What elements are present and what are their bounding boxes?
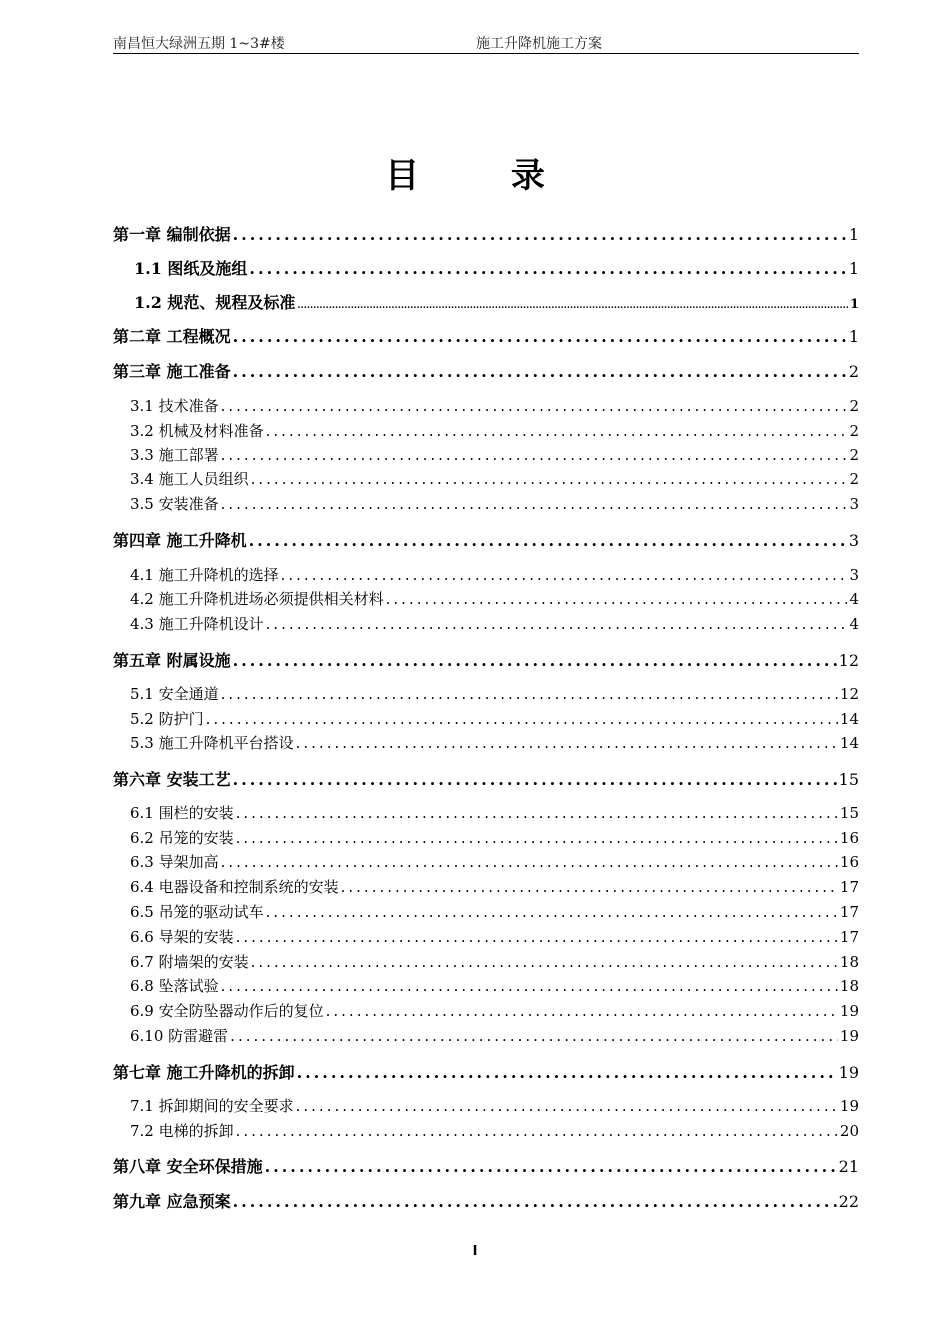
dot-leader [386,590,848,608]
toc-entry-subsection[interactable] [113,1120,859,1141]
toc-entry-chapter[interactable] [113,528,859,551]
toc-entry-section[interactable] [113,256,859,279]
toc-page-number: 15 [839,804,859,822]
toc-label: 第三章 施工准备 [113,362,231,381]
toc-entry-subsection[interactable] [113,1025,859,1046]
dot-leader [266,615,848,633]
toc-entry-subsection[interactable] [113,395,859,416]
toc-label: 3.2 机械及材料准备 [130,422,264,440]
toc-entry-subsection[interactable] [113,951,859,972]
dot-leader [281,566,848,584]
dot-leader [236,829,838,847]
dot-leader [265,1157,837,1176]
toc-label: 7.1 拆卸期间的安全要求 [130,1097,294,1115]
toc-entry-subsection[interactable] [113,827,859,848]
toc-entry-chapter[interactable] [113,648,859,671]
header-document-title: 施工升降机施工方案 [476,36,602,52]
toc-label: 6.3 导架加高 [130,853,219,871]
dot-leader [341,878,838,896]
toc-page-number: 20 [839,1122,859,1140]
page-footer-number: I [472,1244,478,1259]
toc-label: 第四章 施工升降机 [113,531,247,550]
dot-leader [221,685,838,703]
toc-entry-chapter[interactable] [113,222,859,245]
page-header [113,33,859,54]
toc-entry-subsection[interactable] [113,683,859,704]
toc-page-number: 1 [848,259,859,278]
toc-page-number: 19 [839,1097,859,1115]
toc-entry-subsection[interactable] [113,444,859,465]
toc-page-number: 21 [838,1157,859,1176]
dot-leader [236,1122,838,1140]
toc-label: 第八章 安全环保措施 [113,1157,263,1176]
dot-leader [221,397,848,415]
dot-leader [236,804,838,822]
dot-leader [251,953,838,971]
dot-leader [233,225,847,244]
toc-label: 第五章 附属设施 [113,651,231,670]
dot-leader [326,1002,838,1020]
dot-leader [266,903,838,921]
toc-page-number: 18 [839,977,859,995]
toc-label: 4.2 施工升降机进场必须提供相关材料 [130,590,384,608]
toc-entry-subsection[interactable] [113,564,859,585]
toc-label: 6.5 吊笼的驱动试车 [130,903,264,921]
toc-page-number: 12 [839,685,859,703]
toc-label: 1.1 图纸及施组 [134,259,248,278]
toc-page-number: 15 [838,770,859,789]
toc-label: 6.9 安全防坠器动作后的复位 [130,1002,324,1020]
toc-entry-subsection[interactable] [113,420,859,441]
toc-label: 6.10 防雷避雷 [130,1027,229,1045]
dot-leader [230,1027,838,1045]
header-project-name: 南昌恒大绿洲五期 1~3#楼 [113,36,285,52]
toc-label: 6.7 附墙架的安装 [130,953,249,971]
dot-leader [233,1192,837,1211]
dot-leader [206,710,838,728]
toc-page-number: 16 [839,853,859,871]
toc-label: 6.1 围栏的安装 [130,804,234,822]
toc-entry-subsection[interactable] [113,588,859,609]
toc-entry-subsection[interactable] [113,468,859,489]
toc-entry-subsection[interactable] [113,901,859,922]
toc-label: 第七章 施工升降机的拆卸 [113,1063,295,1082]
toc-entry-subsection[interactable] [113,493,859,514]
toc-entry-section[interactable] [113,290,859,313]
dot-leader [233,651,837,670]
toc-entry-subsection[interactable] [113,876,859,897]
toc-entry-subsection[interactable] [113,1000,859,1021]
dot-leader [233,362,847,381]
toc-entry-subsection[interactable] [113,613,859,634]
toc-entry-chapter[interactable] [113,359,859,382]
toc-entry-chapter[interactable] [113,767,859,790]
toc-page-number: 3 [848,531,859,550]
dot-leader [221,495,848,513]
toc-page-number: 2 [848,362,859,381]
dot-leader [221,853,838,871]
toc-label: 5.2 防护门 [130,710,204,728]
toc-entry-subsection[interactable] [113,732,859,753]
toc-title: 目 录 [385,156,585,196]
dot-leader [266,422,848,440]
toc-entry-chapter[interactable] [113,1060,859,1083]
toc-entry-subsection[interactable] [113,1095,859,1116]
toc-page-number: 14 [839,710,859,728]
toc-label: 3.3 施工部署 [130,446,219,464]
toc-entry-chapter[interactable] [113,324,859,347]
toc-label: 3.4 施工人员组织 [130,470,249,488]
toc-page-number: 4 [849,590,859,608]
toc-page-number: 2 [849,397,859,415]
toc-label: 5.1 安全通道 [130,685,219,703]
dot-leader [297,301,848,311]
toc-entry-subsection[interactable] [113,975,859,996]
toc-entry-subsection[interactable] [113,708,859,729]
dot-leader [249,259,846,278]
toc-page-number: 2 [849,422,859,440]
toc-label: 6.6 导架的安装 [130,928,234,946]
toc-label: 3.5 安装准备 [130,495,219,513]
toc-page-number: 1 [848,225,859,244]
toc-label: 3.1 技术准备 [130,397,219,415]
toc-label: 第一章 编制依据 [113,225,231,244]
toc-label: 5.3 施工升降机平台搭设 [130,734,294,752]
toc-entry-subsection[interactable] [113,802,859,823]
toc-label: 6.4 电器设备和控制系统的安装 [130,878,339,896]
toc-page-number: 2 [849,446,859,464]
toc-page-number: 19 [839,1002,859,1020]
toc-entry-subsection[interactable] [113,926,859,947]
toc-page-number: 3 [849,566,859,584]
toc-page-number: 19 [838,1063,859,1082]
toc-page-number: 17 [839,878,859,896]
dot-leader [251,470,848,488]
toc-page-number: 3 [849,495,859,513]
toc-label: 4.3 施工升降机设计 [130,615,264,633]
dot-leader [296,1097,838,1115]
dot-leader [297,1063,837,1082]
dot-leader [236,928,838,946]
dot-leader [296,734,838,752]
toc-page-number: 1 [849,297,859,312]
toc-page-number: 22 [838,1192,859,1211]
dot-leader [233,770,837,789]
toc-label: 6.8 坠落试验 [130,977,219,995]
toc-entry-chapter[interactable] [113,1154,859,1177]
toc-entry-subsection[interactable] [113,851,859,872]
toc-page-number: 16 [839,829,859,847]
dot-leader [221,977,838,995]
toc-page-number: 19 [839,1027,859,1045]
toc-page-number: 12 [838,651,859,670]
toc-label: 1.2 规范、规程及标准 [134,293,296,312]
toc-label: 4.1 施工升降机的选择 [130,566,279,584]
toc-label: 7.2 电梯的拆卸 [130,1122,234,1140]
dot-leader [249,531,847,550]
toc-label: 第二章 工程概况 [113,327,231,346]
toc-page-number: 17 [839,928,859,946]
toc-page-number: 17 [839,903,859,921]
dot-leader [221,446,848,464]
toc-label: 第六章 安装工艺 [113,770,231,789]
toc-page-number: 4 [849,615,859,633]
toc-page-number: 14 [839,734,859,752]
dot-leader [233,327,847,346]
toc-page-number: 1 [848,327,859,346]
toc-entry-chapter[interactable] [113,1189,859,1212]
toc-label: 第九章 应急预案 [113,1192,231,1211]
toc-page-number: 2 [849,470,859,488]
toc-label: 6.2 吊笼的安装 [130,829,234,847]
toc-page-number: 18 [839,953,859,971]
